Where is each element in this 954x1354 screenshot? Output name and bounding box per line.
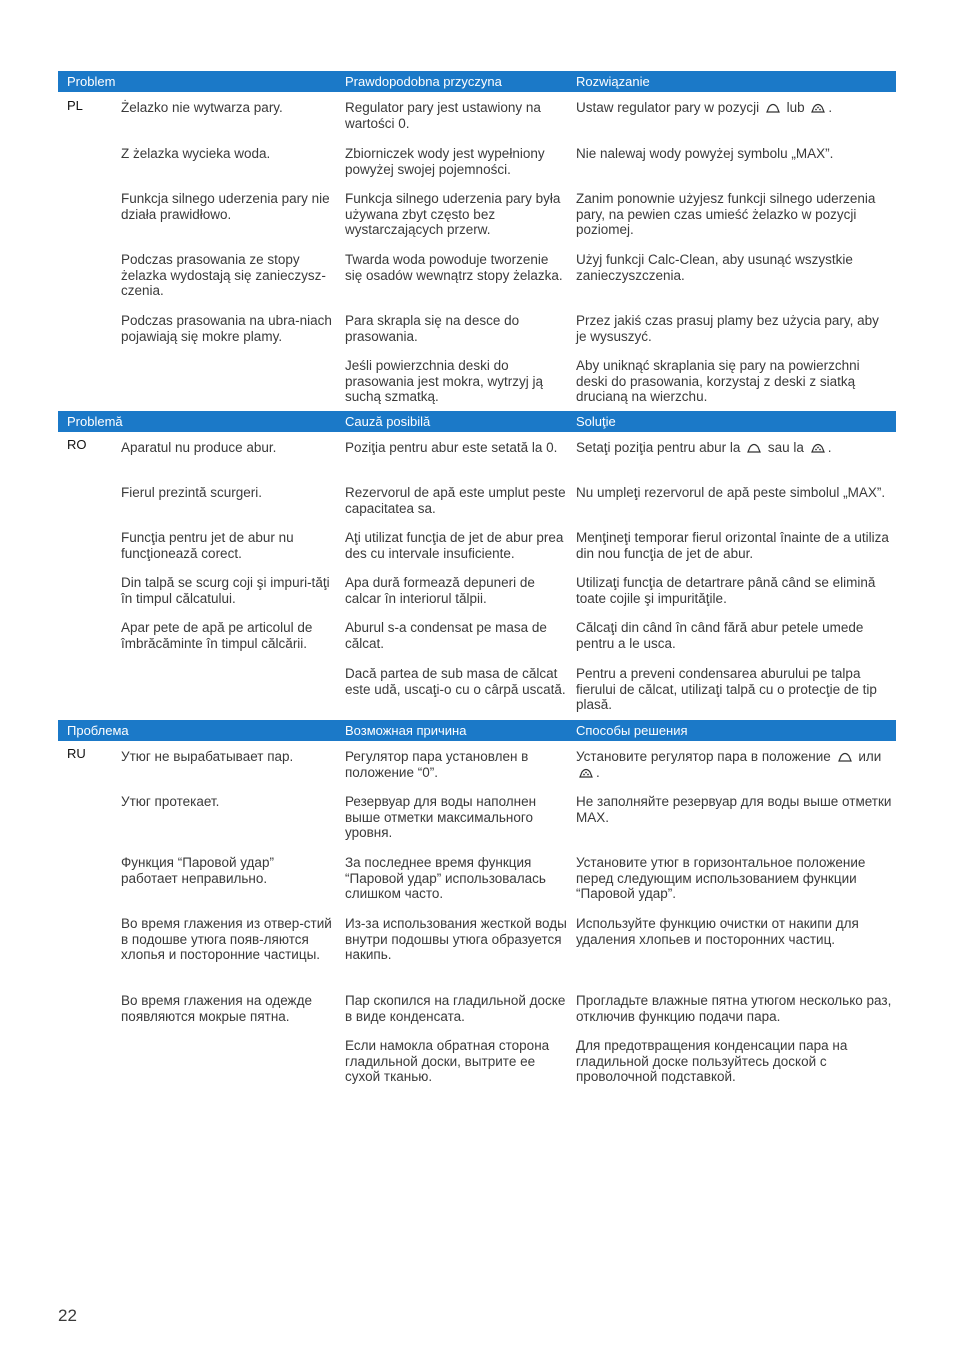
section-ru bbox=[58, 720, 896, 1085]
cause-text: Aburul s-a condensat pe masa de călcat. bbox=[345, 620, 547, 651]
cause-text: Если намокла обратная сторона гладильной доски, вытрите ее сухой тканью. bbox=[345, 1038, 550, 1085]
steam-low-icon bbox=[746, 441, 762, 454]
problem-text: Apar pete de apă pe articolul de îmbrăcăminte în timpul călcării. bbox=[121, 620, 313, 651]
header-problem: Проблема bbox=[67, 723, 129, 738]
solution-text: Ustaw regulator pary w pozycji lub . bbox=[576, 100, 833, 115]
solution-text: Zanim ponownie użyjesz funkcji silnego uderzenia pary, na pewien czas umieść żelazko w pozycji poziomej. bbox=[576, 191, 876, 238]
header-cause: Prawdopodobna przyczyna bbox=[345, 74, 502, 89]
cause-text: Funkcja silnego uderzenia pary była używana zbyt często bez wystarczających przerw. bbox=[345, 191, 561, 238]
problem-text: Утюг не вырабатывает пар. bbox=[121, 749, 294, 764]
cause-text: Aţi utilizat funcţia de jet de abur prea des cu intervale insuficiente. bbox=[345, 530, 564, 561]
solution-text: Прогладьте влажные пятна утюгом несколько раз, отключив функцию подачи пара. bbox=[576, 993, 892, 1024]
steam-high-icon bbox=[578, 766, 594, 779]
steam-high-icon bbox=[810, 101, 826, 114]
cause-text: Regulator pary jest ustawiony na wartości 0. bbox=[345, 100, 541, 131]
header-solution: Rozwiązanie bbox=[576, 74, 650, 89]
solution-text: Aby uniknąć skraplania się pary na powierzchni deski do prasowania, korzystaj z deski z siatką drucianą na wierzchu. bbox=[576, 358, 860, 405]
solution-text: Используйте функцию очистки от накипи для удаления хлопьев и посторонних частиц. bbox=[576, 916, 859, 947]
problem-text: Podczas prasowania na ubra-niach pojawiają się mokre plamy. bbox=[121, 313, 332, 344]
solution-text: Użyj funkcji Calc-Clean, aby usunąć wszystkie zanieczyszczenia. bbox=[576, 252, 853, 283]
cause-text: Регулятор пара установлен в положение “0”. bbox=[345, 749, 529, 780]
cause-text: Twarda woda powoduje tworzenie się osadów wewnątrz stopy żelazka. bbox=[345, 252, 563, 283]
header-solution: Способы решения bbox=[576, 723, 688, 738]
solution-text: Nu umpleţi rezervorul de apă peste simbolul „MAX”. bbox=[576, 485, 886, 500]
table-header bbox=[58, 71, 896, 92]
solution-text: Установите утюг в горизонтальное положение перед следующим использованием функции “Паровой удар”. bbox=[576, 855, 866, 902]
problem-text: Утюг протекает. bbox=[121, 794, 220, 809]
solution-text: Установите регулятор пара в положение или . bbox=[576, 749, 882, 780]
problem-text: Во время глажения из отвер-стий в подошве утюга появ-ляются хлопья и посторонние частицы. bbox=[121, 916, 332, 963]
header-cause: Возможная причина bbox=[345, 723, 467, 738]
problem-text: Żelazko nie wytwarza pary. bbox=[121, 100, 283, 115]
solution-text: Utilizaţi funcţia de detartrare până când se elimină toate cojile şi impurităţile. bbox=[576, 575, 876, 606]
solution-text: Przez jakiś czas prasuj plamy bez użycia pary, aby je wysuszyć. bbox=[576, 313, 879, 344]
problem-text: Функция “Паровой удар” работает неправильно. bbox=[121, 855, 274, 886]
table-header bbox=[58, 411, 896, 432]
problem-text: Во время глажения на одежде появляются мокрые пятна. bbox=[121, 993, 312, 1024]
problem-text: Podczas prasowania ze stopy żelazka wydostają się zanieczysz-czenia. bbox=[121, 252, 326, 299]
problem-text: Funcţia pentru jet de abur nu funcţionează corect. bbox=[121, 530, 294, 561]
problem-text: Aparatul nu produce abur. bbox=[121, 440, 277, 455]
cause-text: Rezervorul de apă este umplut peste capacitatea sa. bbox=[345, 485, 566, 516]
steam-low-icon bbox=[837, 750, 853, 763]
cause-text: Para skrapla się na desce do prasowania. bbox=[345, 313, 520, 344]
header-solution: Soluţie bbox=[576, 414, 616, 429]
solution-text: Для предотвращения конденсации пара на гладильной доске пользуйтесь доской с проволочной подставкой. bbox=[576, 1038, 848, 1085]
solution-text: Menţineţi temporar fierul orizontal înainte de a utiliza din nou funcţia de jet de abur. bbox=[576, 530, 889, 561]
header-problem: Problemă bbox=[67, 414, 123, 429]
cause-text: Пар скопился на гладильной доске в виде конденсата. bbox=[345, 993, 566, 1024]
steam-high-icon bbox=[810, 441, 826, 454]
cause-text: Jeśli powierzchnia deski do prasowania jest mokra, wytrzyj ją suchą szmatką. bbox=[345, 358, 544, 405]
page-number: 22 bbox=[58, 1306, 77, 1325]
cause-text: Резервуар для воды наполнен выше отметки максимального уровня. bbox=[345, 794, 537, 841]
cause-text: Poziţia pentru abur este setată la 0. bbox=[345, 440, 558, 455]
cause-text: За последнее время функция “Паровой удар” использовалась слишком часто. bbox=[345, 855, 546, 902]
solution-text: Călcaţi din când în când fără abur petele umede pentru a le usca. bbox=[576, 620, 864, 651]
cause-text: Dacă partea de sub masa de călcat este udă, uscaţi-o cu o cârpă uscată. bbox=[345, 666, 566, 697]
header-problem: Problem bbox=[67, 74, 116, 89]
solution-text: Не заполняйте резервуар для воды выше отметки MAX. bbox=[576, 794, 892, 825]
language-code: PL bbox=[67, 98, 83, 113]
section-pl bbox=[58, 71, 896, 405]
table-header bbox=[58, 720, 896, 741]
problem-text: Z żelazka wycieka woda. bbox=[121, 146, 271, 161]
problem-text: Fierul prezintă scurgeri. bbox=[121, 485, 263, 500]
solution-text: Nie nalewaj wody powyżej symbolu „MAX”. bbox=[576, 146, 834, 161]
cause-text: Apa dură formează depuneri de calcar în interiorul tălpii. bbox=[345, 575, 535, 606]
problem-text: Din talpă se scurg coji şi impuri-tăţi în timpul călcatului. bbox=[121, 575, 330, 606]
solution-text: Pentru a preveni condensarea aburului pe talpa fierului de călcat, utilizaţi talpă cu o protecţie de tip plasă. bbox=[576, 666, 877, 713]
steam-low-icon bbox=[765, 101, 781, 114]
cause-text: Zbiorniczek wody jest wypełniony powyżej swojej pojemności. bbox=[345, 146, 545, 177]
problem-text: Funkcja silnego uderzenia pary nie działa prawidłowo. bbox=[121, 191, 330, 222]
solution-text: Setaţi poziţia pentru abur la sau la . bbox=[576, 440, 832, 455]
section-ro bbox=[58, 411, 896, 713]
cause-text: Из-за использования жесткой воды внутри подошвы утюга образуется накипь. bbox=[345, 916, 567, 963]
language-code: RU bbox=[67, 746, 86, 761]
header-cause: Cauză posibilă bbox=[345, 414, 431, 429]
language-code: RO bbox=[67, 437, 87, 452]
